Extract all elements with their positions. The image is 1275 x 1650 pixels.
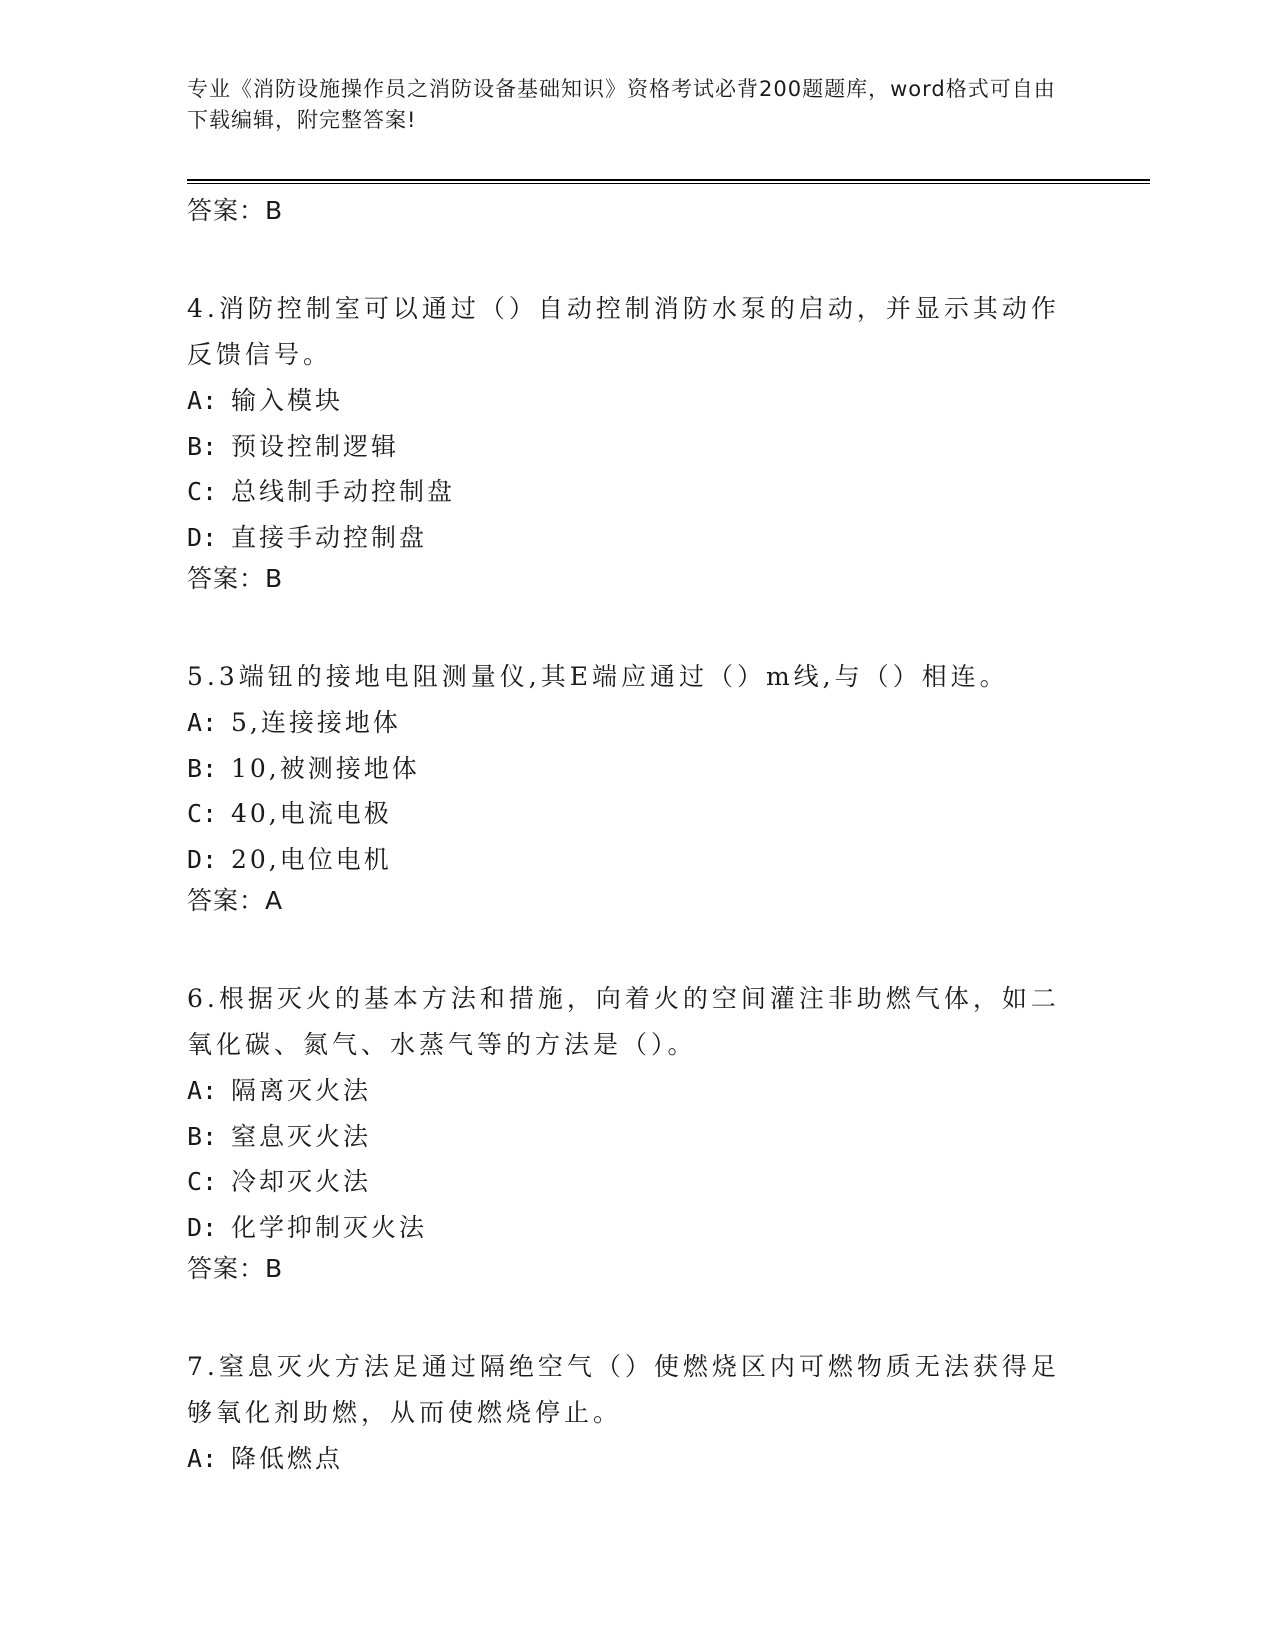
answer-line: 答案：B [187,196,284,225]
option-text: 40,电流电极 [231,799,392,828]
option-c [187,1159,1067,1205]
option-text: 输入模块 [231,386,344,415]
option-key: D: [187,844,218,874]
header-divider [187,179,1150,181]
option-c [187,469,1067,515]
option-a [187,700,1067,746]
option-key: A: [187,708,218,737]
option-a [187,1436,1067,1482]
option-key: B: [187,431,218,461]
question-item [187,654,1067,918]
answer-line: 答案：B [187,1254,284,1283]
question-item [187,286,1067,596]
option-a [187,1068,1067,1114]
option-d [187,1205,1067,1251]
option-a [187,378,1067,424]
option-text: 20,电位电机 [231,844,392,874]
question-stem: 6.根据灭火的基本方法和措施，向着火的空间灌注非助燃气体，如二氧化碳、氮气、水蒸气等的方法是（）。 [187,984,1060,1059]
option-d [187,837,1067,883]
option-key: B: [187,753,218,783]
option-d [187,515,1067,561]
question-stem: 4.消防控制室可以通过（）自动控制消防水泵的启动，并显示其动作反馈信号。 [187,294,1060,369]
document-header: 专业《消防设施操作员之消防设备基础知识》资格考试必背200题题库，word格式可自由下载编辑，附完整答案! [187,77,1056,132]
option-key: A: [187,1444,218,1473]
question-item [187,976,1067,1286]
option-key: C: [187,477,218,506]
question-stem: 7.窒息灭火方法足通过隔绝空气（）使燃烧区内可燃物质无法获得足够氧化剂助燃，从而使燃烧停止。 [187,1352,1060,1427]
option-text: 总线制手动控制盘 [231,477,456,506]
header-divider-thin [187,183,1150,184]
option-text: 冷却灭火法 [231,1167,372,1196]
option-b [187,424,1067,470]
answer-line: 答案：B [187,564,284,593]
option-key: C: [187,1167,218,1196]
question-stem: 5.3端钮的接地电阻测量仪,其E端应通过（）m线,与（）相连。 [187,662,1009,691]
option-b [187,746,1067,792]
answer-line: 答案：A [187,886,284,915]
option-text: 化学抑制灭火法 [231,1212,428,1242]
option-c [187,791,1067,837]
option-key: D: [187,1212,218,1242]
option-key: A: [187,386,218,415]
option-text: 窒息灭火法 [231,1121,372,1151]
option-text: 隔离灭火法 [231,1076,372,1105]
option-text: 直接手动控制盘 [231,522,428,552]
option-text: 10,被测接地体 [231,753,420,783]
option-key: B: [187,1121,218,1151]
option-key: D: [187,522,218,552]
option-text: 5,连接接地体 [231,708,401,737]
question-item [187,1344,1067,1482]
option-b [187,1114,1067,1160]
option-key: A: [187,1076,218,1105]
option-key: C: [187,799,218,828]
option-text: 预设控制逻辑 [231,431,400,461]
question-list [187,190,1067,1482]
option-text: 降低燃点 [231,1444,344,1473]
